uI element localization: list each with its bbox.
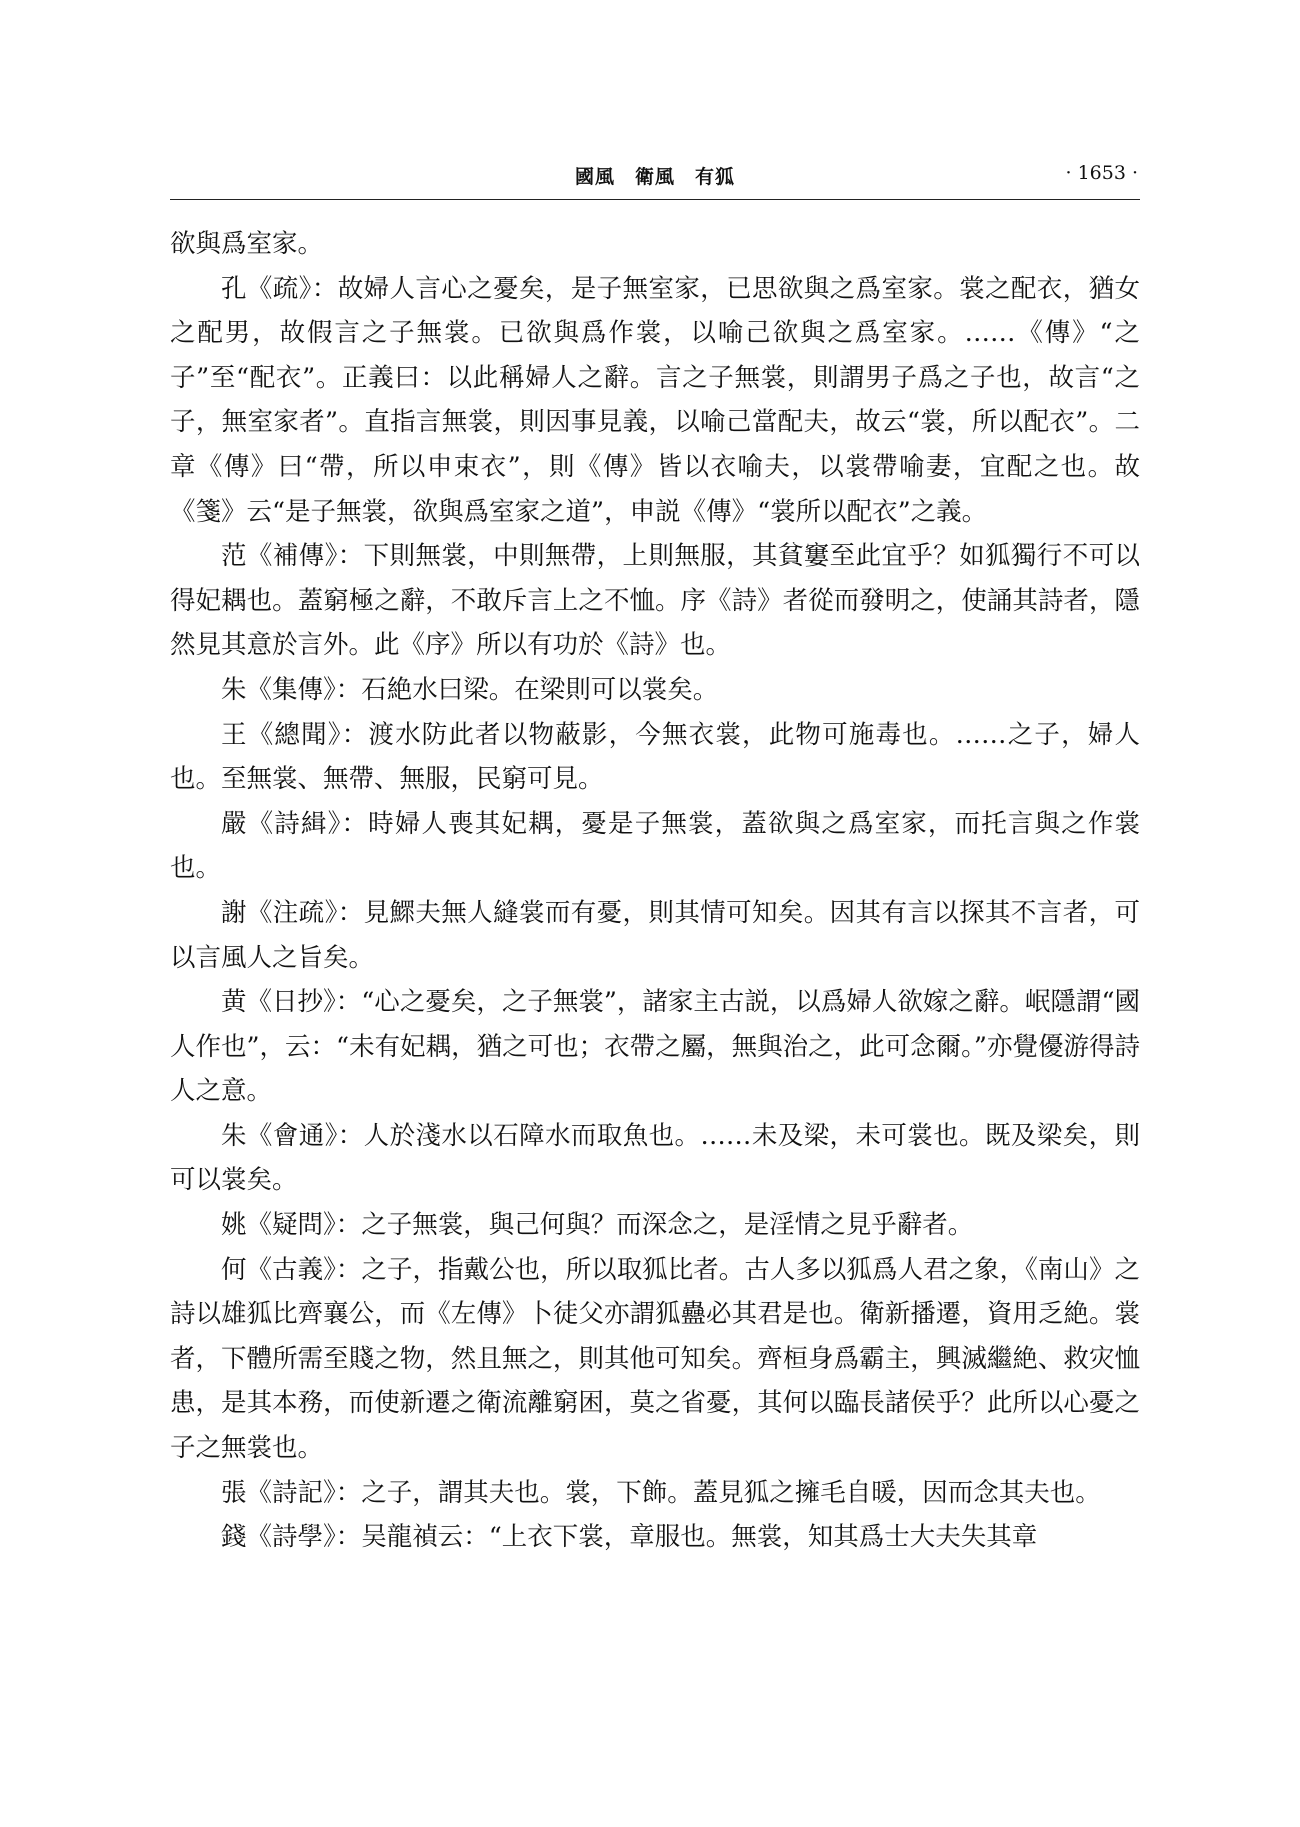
paragraph-wang-zongwen: 王《總聞》：渡水防此者以物蔽影，今無衣裳，此物可施毒也。……之子，婦人也。至無裳、無帶、無服，民窮可見。 (170, 719, 1140, 795)
paragraph-yan-shiji: 嚴《詩緝》：時婦人喪其妃耦，憂是子無裳，蓋欲與之爲室家，而托言與之作裳也。 (170, 808, 1140, 884)
paragraph-xie-zhushu: 謝《注疏》：見鰥夫無人縫裳而有憂，則其情可知矣。因其有言以探其不言者，可以言風人之旨矣。 (170, 897, 1140, 973)
paragraph-qian-shixue: 錢《詩學》：吴龍禎云：“上衣下裳，章服也。無裳，知其爲士大夫失其章 (221, 1522, 1038, 1553)
paragraph-continuation: 欲與爲室家。 (170, 229, 324, 259)
running-title: 國風 衛風 有狐 (574, 166, 735, 188)
paragraph-zhu-jizhuan: 朱《集傳》：石絶水曰梁。在梁則可以裳矣。 (221, 674, 719, 705)
paragraph-huang-richao: 黄《日抄》：“心之憂矣，之子無裳”，諸家主古説，以爲婦人欲嫁之辭。岷隱謂“國人作也”，云：“未有妃耦，猶之可也；衣帶之屬，無與治之，此可念爾。”亦覺優游得詩人之意。 (170, 987, 1140, 1107)
page-number: · 1653 · (1065, 162, 1138, 184)
paragraph-fan-buzhuan: 范《補傳》：下則無裳，中則無帶，上則無服，其貧窶至此宜乎？如狐獨行不可以得妃耦也。蓋窮極之辭，不敢斥言上之不恤。序《詩》者從而發明之，使誦其詩者，隱然見其意於言外。此《序》所以有功於《詩》也。 (170, 541, 1140, 661)
paragraph-he-guyi: 何《古義》：之子，指戴公也，所以取狐比者。古人多以狐爲人君之象，《南山》之詩以雄狐比齊襄公，而《左傳》卜徒父亦謂狐蠱必其君是也。衛新播遷，資用乏絶。裳者，下體所需至賤之物，然且無之，則其他可知矣。齊桓身爲霸主，興滅繼絶、救灾恤患，是其本務，而使新遷之衛流離窮困，莫之省憂，其何以臨長諸侯乎？此所以心憂之子之無裳也。 (170, 1254, 1140, 1464)
header-rule (170, 199, 1140, 200)
paragraph-kong-shu: 孔《疏》：故婦人言心之憂矣，是子無室家，已思欲與之爲室家。裳之配衣，猶女之配男，故假言之子無裳。已欲與爲作裳，以喻己欲與之爲室家。……《傳》“之子”至“配衣”。正義曰：以此稱婦人之辭。言之子無裳，則謂男子爲之子也，故言“之子，無室家者”。直指言無裳，則因事見義，以喻己當配夫，故云“裳，所以配衣”。二章《傳》曰“帶，所以申束衣”，則《傳》皆以衣喻夫，以裳帶喻妻，宜配之也。故《箋》云“是子無裳，欲與爲室家之道”，申説《傳》“裳所以配衣”之義。 (170, 273, 1140, 527)
paragraph-zhang-shiji: 張《詩記》：之子，謂其夫也。裳，下飾。蓋見狐之擁毛自暖，因而念其夫也。 (221, 1477, 1101, 1508)
commentary-text (170, 222, 1140, 1560)
paragraph-yao-yiwen: 姚《疑問》：之子無裳，與己何與？而深念之，是淫情之見乎辭者。 (221, 1210, 974, 1241)
paragraph-zhu-huitong: 朱《會通》：人於淺水以石障水而取魚也。……未及梁，未可裳也。既及梁矣，則可以裳矣。 (170, 1120, 1140, 1196)
page-header (170, 158, 1140, 198)
